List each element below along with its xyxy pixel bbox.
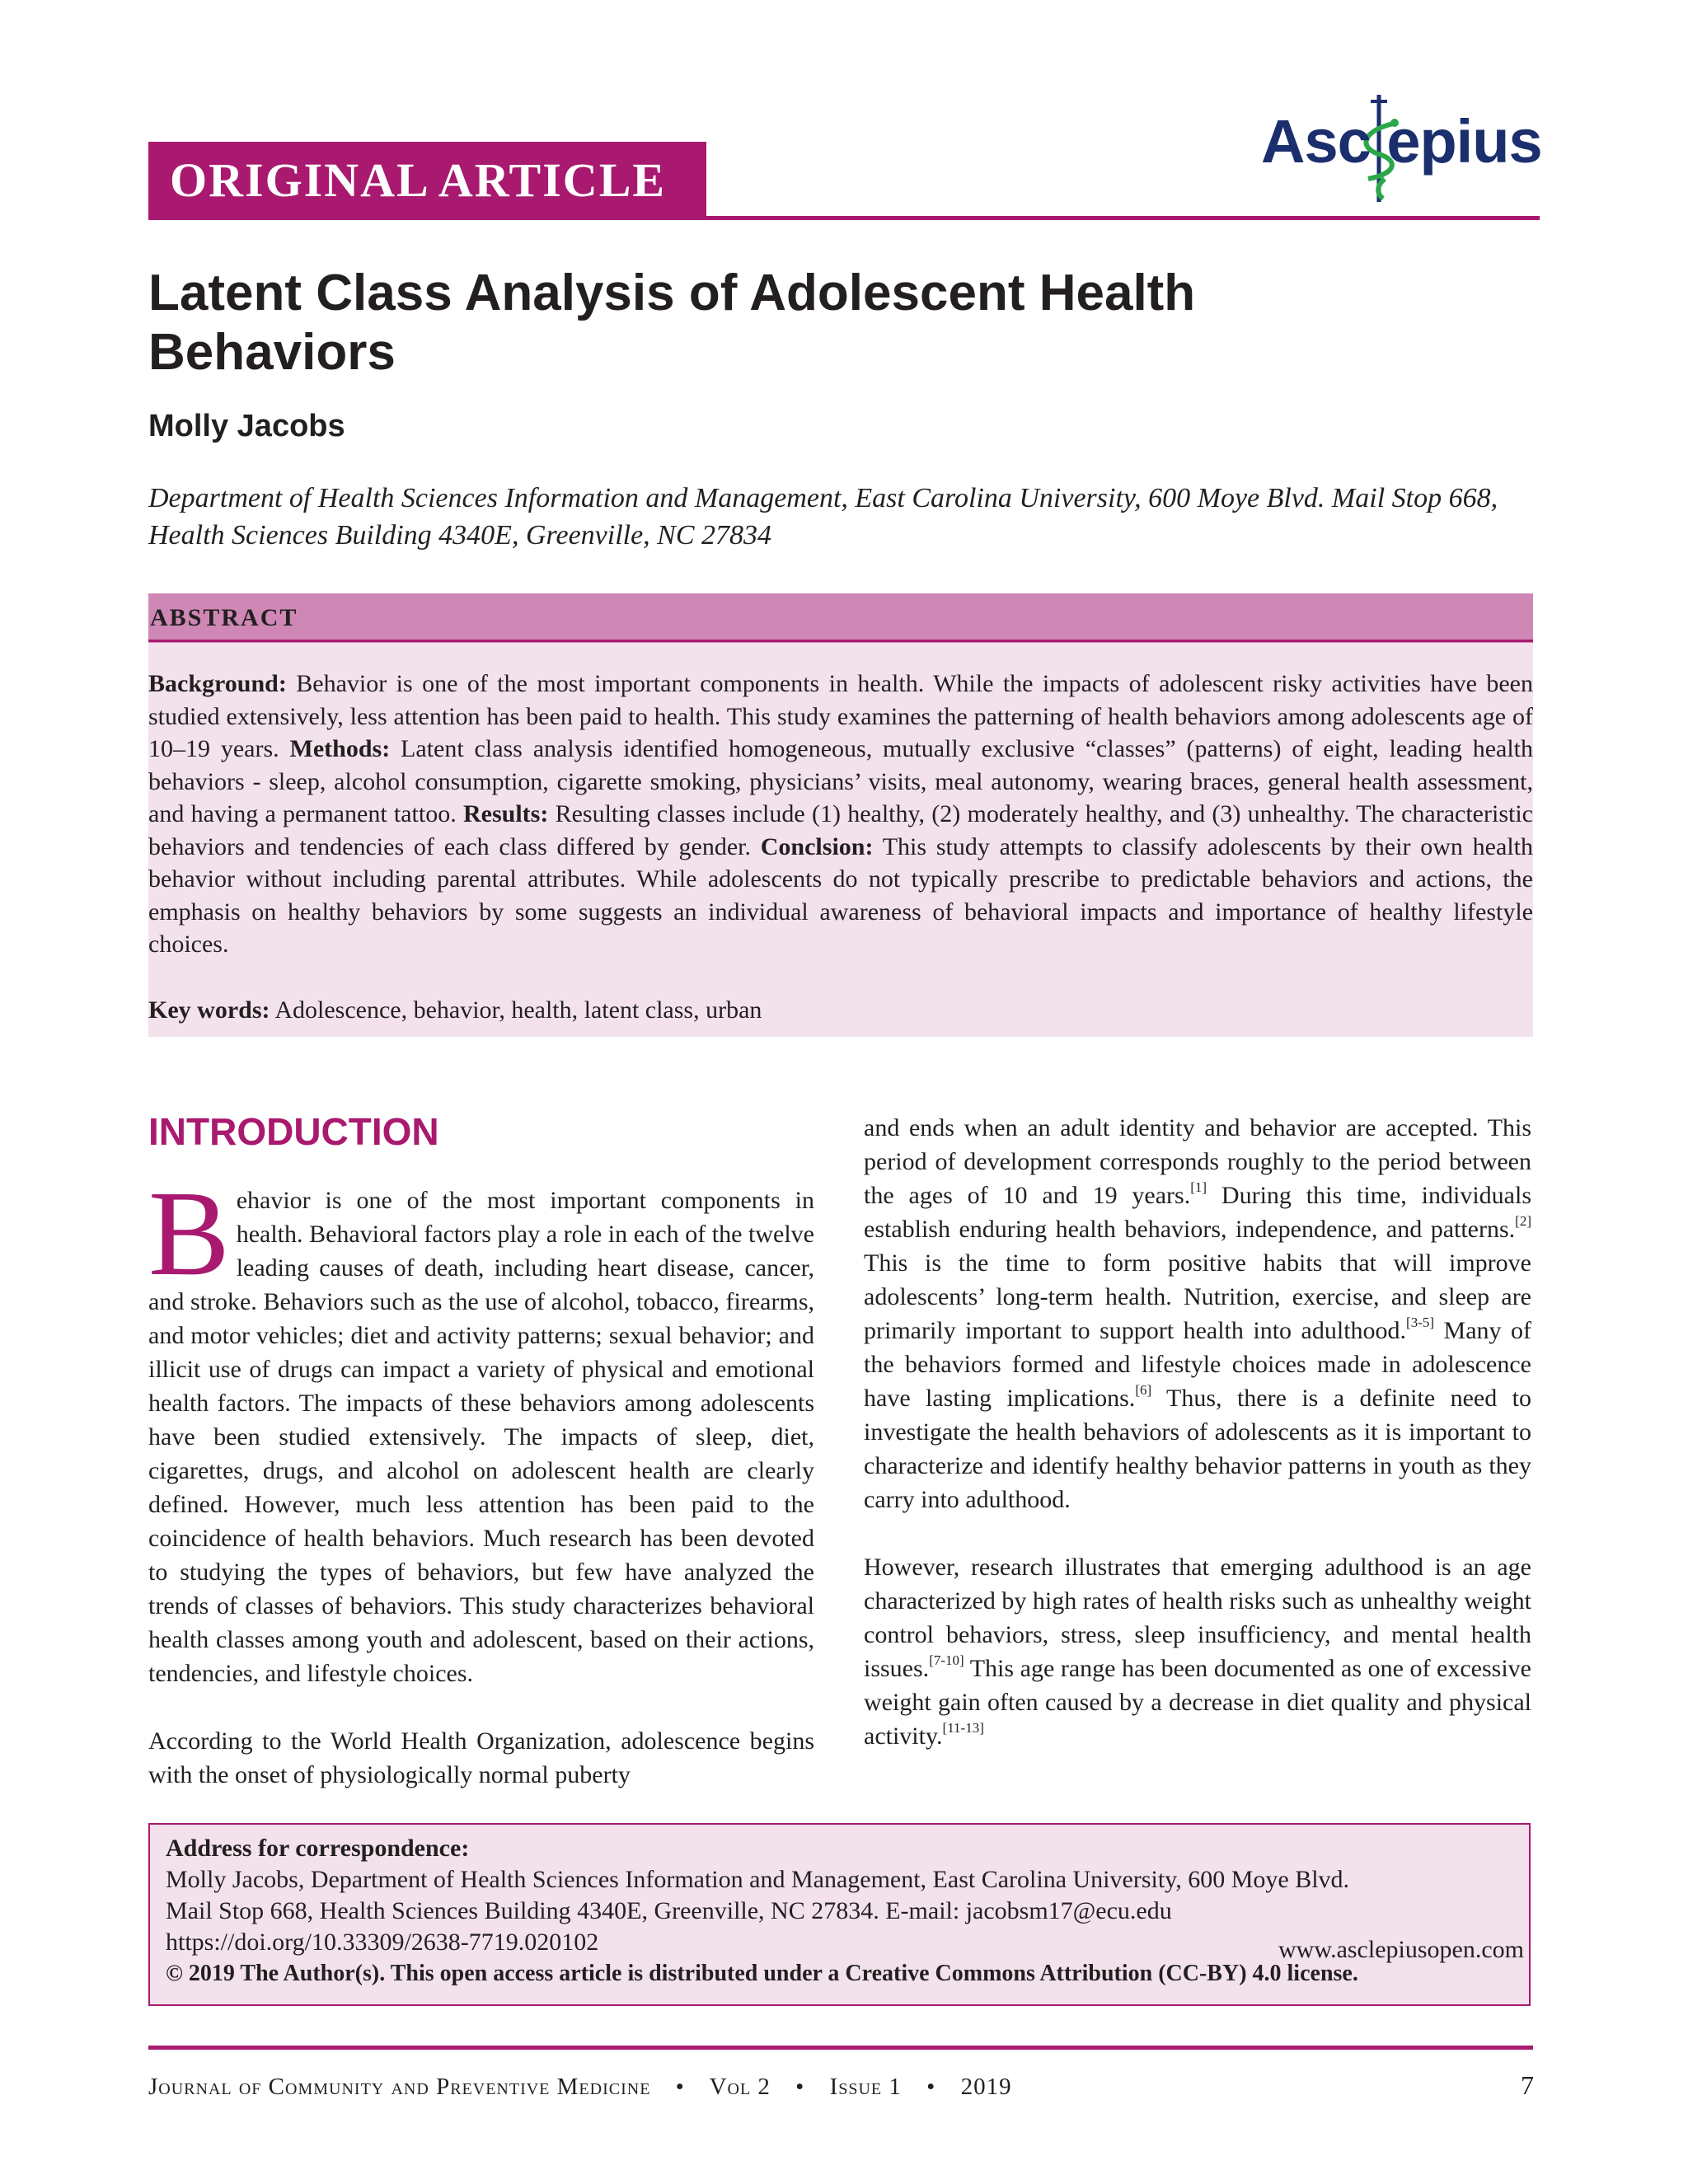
- article-type-banner: ORIGINAL ARTICLE: [148, 142, 706, 218]
- correspondence-box: [148, 1823, 1531, 2006]
- results-label: Results:: [462, 800, 549, 827]
- footer-volume: Vol 2: [709, 2074, 771, 2100]
- footer-separator: •: [795, 2074, 805, 2100]
- abstract-heading: ABSTRACT: [148, 593, 1533, 644]
- intro-paragraph-1: [148, 1166, 814, 1690]
- correspondence-line-2: Mail Stop 668, Health Sciences Building 4340E, Greenville, NC 27834. E-mail: jacobsm17@ecu.edu: [166, 1897, 1172, 1924]
- footer-issue: Issue 1: [829, 2074, 902, 2100]
- citation-ref[interactable]: [11-13]: [942, 1720, 984, 1736]
- para4-text-b: This age range has been documented as one of excessive weight gain often caused by a decrease in diet quality and physical activity.: [864, 1655, 1531, 1750]
- abstract-rule: [148, 640, 1533, 642]
- citation-ref[interactable]: [2]: [1515, 1213, 1531, 1229]
- intro-paragraph-1-text: ehavior is one of the most important components in health. Behavioral factors play a role in each of the twelve leading causes of death, including heart disease, cancer, and stroke. Behaviors such as the use of alcohol, tobacco, firearms, and motor vehicles; diet and activity patterns; sexual behavior; and illicit use of drugs can impact a variety of physical and emotional health factors. The impacts of these behaviors among adolescents have been studied extensively. The impacts of sleep, diet, cigarettes, drugs, and alcohol on adolescent health are clearly defined. However, much less attention has been paid to the coincidence of health behaviors. Much research has been devoted to studying the types of behaviors, but few have analyzed the trends of classes of behaviors. This study characterizes behavioral health classes among youth and adolescent, based on their actions, tendencies, and lifestyle choices.: [148, 1187, 814, 1687]
- license-statement: © 2019 The Author(s). This open access article is distributed under a Creative Commons Attribution (CC-BY) 4.0 license.: [166, 1961, 1358, 1986]
- results-text: Resulting classes include (1) healthy, (2) moderately healthy, and (3) unhealthy. The characteristic behaviors and tendencies of each class differed by gender.: [148, 800, 1533, 860]
- website-link[interactable]: www.asclepiusopen.com: [1278, 1936, 1524, 1963]
- footer-separator: •: [926, 2074, 936, 2100]
- para3-text-e: Thus, there is a definite need to investigate the health behaviors of adolescents as it is important to characterize and identify healthy behavior patterns in youth as they carry into adulthood.: [864, 1385, 1531, 1513]
- keywords-text: Adolescence, behavior, health, latent class, urban: [270, 996, 762, 1024]
- citation-ref[interactable]: [3-5]: [1406, 1315, 1435, 1330]
- para3-text-d: Many of the behaviors formed and lifestyle choices made in adolescence have lasting implications.: [864, 1317, 1531, 1412]
- conclusion-text: This study attempts to classify adolescents by their own health behavior without including parental attributes. While adolescents do not typically prescribe to predictable behaviors and actions, the emphasis on healthy behaviors by some suggests an individual awareness of behavioral impacts and importance of healthy lifestyle choices.: [148, 832, 1533, 958]
- footer-year: 2019: [960, 2074, 1012, 2100]
- header-rule: [148, 216, 1540, 220]
- title-line-2: Behaviors: [148, 324, 396, 381]
- footer-rule: [148, 2046, 1533, 2050]
- keywords: [148, 994, 1533, 1026]
- citation-ref[interactable]: [7-10]: [929, 1652, 964, 1668]
- right-column: [864, 1111, 1531, 1753]
- page-number: 7: [1521, 2070, 1534, 2100]
- correspondence-line-1: Molly Jacobs, Department of Health Sciences Information and Management, East Carolina University, 600 Moye Blvd.: [166, 1866, 1350, 1893]
- para3-text-c: This is the time to form positive habits that will improve adolescents’ long-term health. Nutrition, exercise, and sleep are primarily important to support health into adulthood.: [864, 1249, 1531, 1344]
- doi-link[interactable]: https://doi.org/10.33309/2638-7719.020102: [166, 1929, 599, 1956]
- citation-ref[interactable]: [1]: [1190, 1179, 1207, 1195]
- background-label: Background:: [148, 670, 287, 697]
- para3-text-a: and ends when an adult identity and behavior are accepted. This period of development corresponds roughly to the period between the ages of 10 and 19 years.: [864, 1114, 1531, 1209]
- methods-label: Methods:: [289, 735, 391, 762]
- background-text: Behavior is one of the most important components in health. While the impacts of adolescent risky activities have been studied extensively, less attention has been paid to health. This study examines the patterning of health behaviors among adolescents age of 10–19 years.: [148, 670, 1533, 762]
- drop-cap: B: [148, 1166, 230, 1301]
- logo-wordmark: Asc epius: [1261, 107, 1542, 176]
- footer-journal-name: Journal of Community and Preventive Medicine: [148, 2074, 651, 2100]
- section-heading-introduction: INTRODUCTION: [148, 1110, 439, 1153]
- author-affiliation: Department of Health Sciences Information and Management, East Carolina University, 600 Moye Blvd. Mail Stop 668, Health Sciences Building 4340E, Greenville, NC 27834: [148, 483, 1498, 551]
- keywords-label: Key words:: [148, 996, 270, 1024]
- author-name: Molly Jacobs: [148, 409, 345, 443]
- citation-ref[interactable]: [6]: [1135, 1382, 1152, 1398]
- methods-text: Latent class analysis identified homogeneous, mutually exclusive “classes” (patterns) of eight, leading health behaviors - sleep, alcohol consumption, cigarette smoking, physicians’ visits, meal autonomy, wearing braces, general health assessment, and having a permanent tattoo.: [148, 735, 1533, 827]
- footer-separator: •: [675, 2074, 685, 2100]
- title-line-1: Latent Class Analysis of Adolescent Health: [148, 265, 1196, 321]
- intro-paragraph-3: [864, 1111, 1531, 1516]
- abstract-box: [148, 643, 1533, 1037]
- para4-text-a: However, research illustrates that emerging adulthood is an age characterized by high rates of health risks such as unhealthy weight control behaviors, stress, sleep insufficiency, and mental health issues.: [864, 1554, 1531, 1682]
- asclepius-logo: [1261, 87, 1541, 210]
- intro-paragraph-2: According to the World Health Organization, adolescence begins with the onset of physiologically normal puberty: [148, 1727, 814, 1788]
- left-column: [148, 1166, 814, 1792]
- conclusion-label: Conclsion:: [760, 832, 874, 860]
- article-title: [148, 264, 1385, 382]
- intro-paragraph-4: [864, 1550, 1531, 1753]
- para3-text-b: During this time, individuals establish enduring health behaviors, independence, and patterns.: [864, 1182, 1531, 1243]
- footer-journal-info: [148, 2074, 1012, 2101]
- abstract-text: [148, 668, 1533, 961]
- correspondence-heading: Address for correspondence:: [166, 1835, 470, 1862]
